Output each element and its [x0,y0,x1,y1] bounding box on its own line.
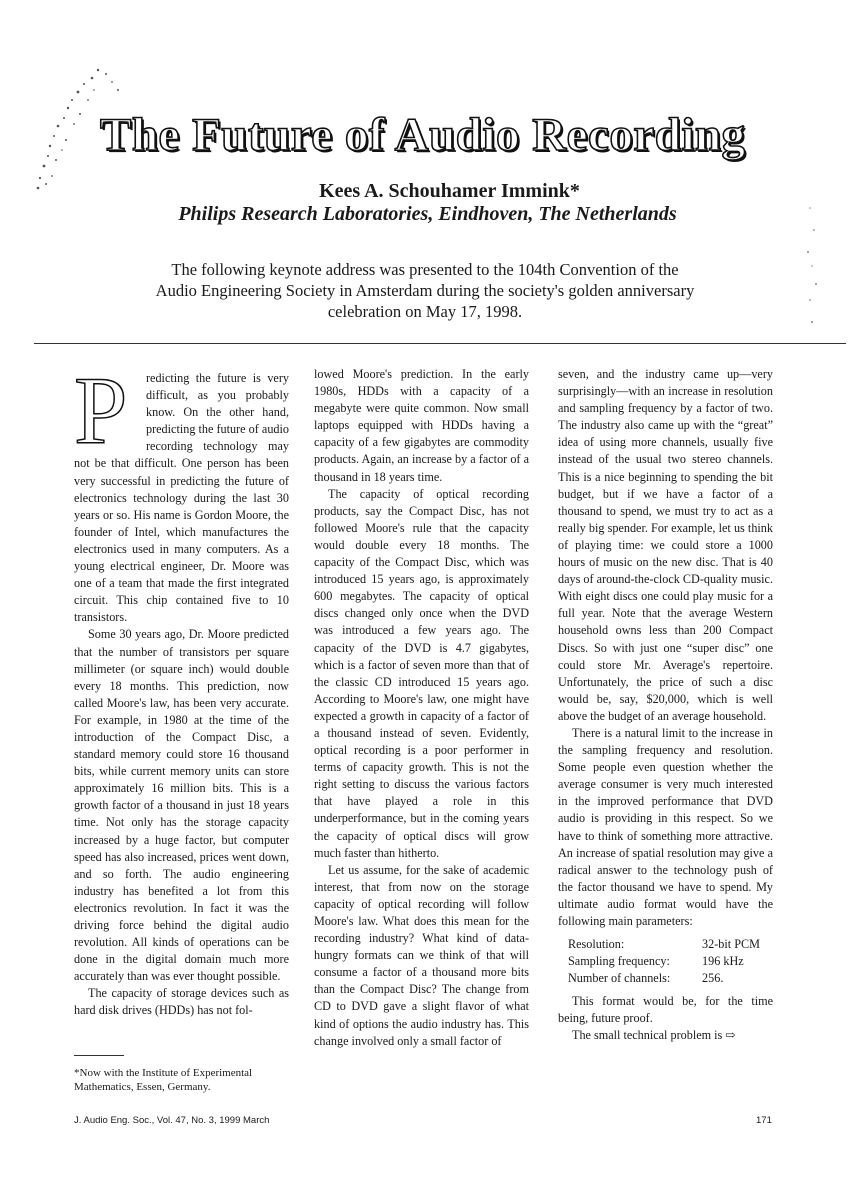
parameter-name: Resolution: [568,937,625,952]
paragraph: This format would be, for the time being, future proof. [558,994,773,1026]
page-title: The Future of Audio Recording [100,109,746,161]
paragraph: The capacity of optical recording products, say the Compact Disc, has not followed Moore's rule that the capacity would double every 18 months. The capacity of the Compact Disc, which was introduced 15 years ago, is approximately 600 megabytes. The capacity of optical discs changed only once when the DVD was introduced a few years ago. The capacity of the DVD is 4.7 gigabytes, which is a factor of seven more than that of the classic CD introduced 15 years ago. According to Moore's law, one might have expected a growth in capacity of a factor of a thousand instead of seven. Evidently, optical recording is a poor performer in terms of capacity growth. This is not the right setting to discuss the various factors that have played a role in this underperformance, but in the coming years the capacity of optical discs will grow much faster than hitherto. [314,486,529,860]
paragraph: seven, and the industry came up—very surprisingly—with an increase in resolution and sampling frequency by a factor of two. The industry also came up with the “great” idea of using more channels, usually five instead of the usual two stereo channels. This is a nice beginning to spending the bit budget, but if we have a factor of a thousand to spend, we must try to act as a really big spender. For example, let us think of playing time: we could store a 1000 hours of music on the new disc. That is 40 days of around-the-clock CD-quality music. With eight discs one could play music for a full year. Note that the average Western household owns less than 200 Compact Discs. So with just one “super disc” one could store Mr. Average's repertoire. Unfortunately, the price of such a disc would be, say, $20,000, which is well above the budget of an average household. [558,367,773,723]
column-1 [74,357,289,1020]
parameter-value: 256. [702,971,724,986]
column-2 [314,366,529,1050]
paragraph: The capacity of storage devices such as hard disk drives (HDDs) has not fol- [74,986,289,1018]
parameter-row [568,953,778,970]
parameter-row [568,936,778,953]
drop-cap: P [74,357,128,464]
parameter-row [568,970,778,987]
author-name: Kees A. Schouhamer Immink* [319,180,580,202]
paragraph: Some 30 years ago, Dr. Moore predicted that the number of transistors per square millimeter (or square inch) would double every 18 months. This prediction, now called Moore's law, has been very accurate. For example, in 1980 at the time of the introduction of the Compact Disc, a standard memory could store 16 thousand bits, while current memory units can store approximately 16 million bits. This is a growth factor of a thousand in just 18 years time. Not only has the storage capacity increased by a huge factor, but computer speed has also increased, prices went down, and so forth. The audio engineering industry has benefited a lot from this electronics revolution. In fact it was the driving force behind the digital audio revolution. All kinds of operations can be done in the digital domain much more accurately than was ever thought possible. [74,627,289,984]
paragraph: lowed Moore's prediction. In the early 1980s, HDDs with a capacity of a megabyte were quite common. Now small laptops equipped with HDDs having a capacity of a few gigabytes are commodity products. Again, an increase by a factor of a thousand in 18 years time. [314,367,529,484]
footnote: *Now with the Institute of Experimental Mathematics, Essen, Germany. [74,1067,253,1093]
paragraph: There is a natural limit to the increase in the sampling frequency and resolution. Some people even question whether the average consumer is very much interested in the improved performance that DVD audio is providing in this respect. So we have to think of something more attractive. An increase of spatial resolution may give a radical answer to the technology push of the factor thousand we have to spend. My ultimate audio format would have the following main parameters: [558,725,773,928]
paragraph: Let us assume, for the sake of academic interest, that from now on the storage capacity of optical recording will follow Moore's law. What does this mean for the recording industry? What kind of data-hungry formats can we think of that will consume a factor of a thousand more bits than the Compact Disc? The change from CD to DVD gave a slight flavor of what kind of options the audio industry has. This change involved only a small factor of [314,862,529,1048]
parameter-name: Number of channels: [568,971,671,986]
parameter-value: 196 kHz [702,954,744,969]
paragraph: redicting the future is very difficult, as you probably know. On the other hand, predicting the future of audio recording technology may not be that difficult. One person has been very successful in predicting the future of electronics technology during the last 30 years or so. His name is Gordon Moore, the founder of Intel, which manufactures the electronics used in many computers. As a young electrical engineer, Dr. Moore was one of a team that made the first integrated circuit. This chip contained five to 10 transistors. [74,371,289,625]
paragraph: The small technical problem is ⇨ [572,1028,736,1043]
parameter-value: 32-bit PCM [702,937,760,952]
author-affiliation: Philips Research Laboratories, Eindhoven, The Netherlands [178,203,677,225]
header-divider [34,343,846,344]
intro-abstract: The following keynote address was presented to the 104th Convention of the Audio Engineering Society in Amsterdam during the society's golden anniversary celebration on May 17, 1998. [155,260,695,321]
parameter-name: Sampling frequency: [568,954,670,969]
page-number: 171 [756,1115,772,1126]
footnote-divider [74,1055,124,1056]
column-3 [558,366,773,1044]
journal-citation: J. Audio Eng. Soc., Vol. 47, No. 3, 1999 March [74,1115,270,1126]
format-parameters-table [568,936,778,987]
